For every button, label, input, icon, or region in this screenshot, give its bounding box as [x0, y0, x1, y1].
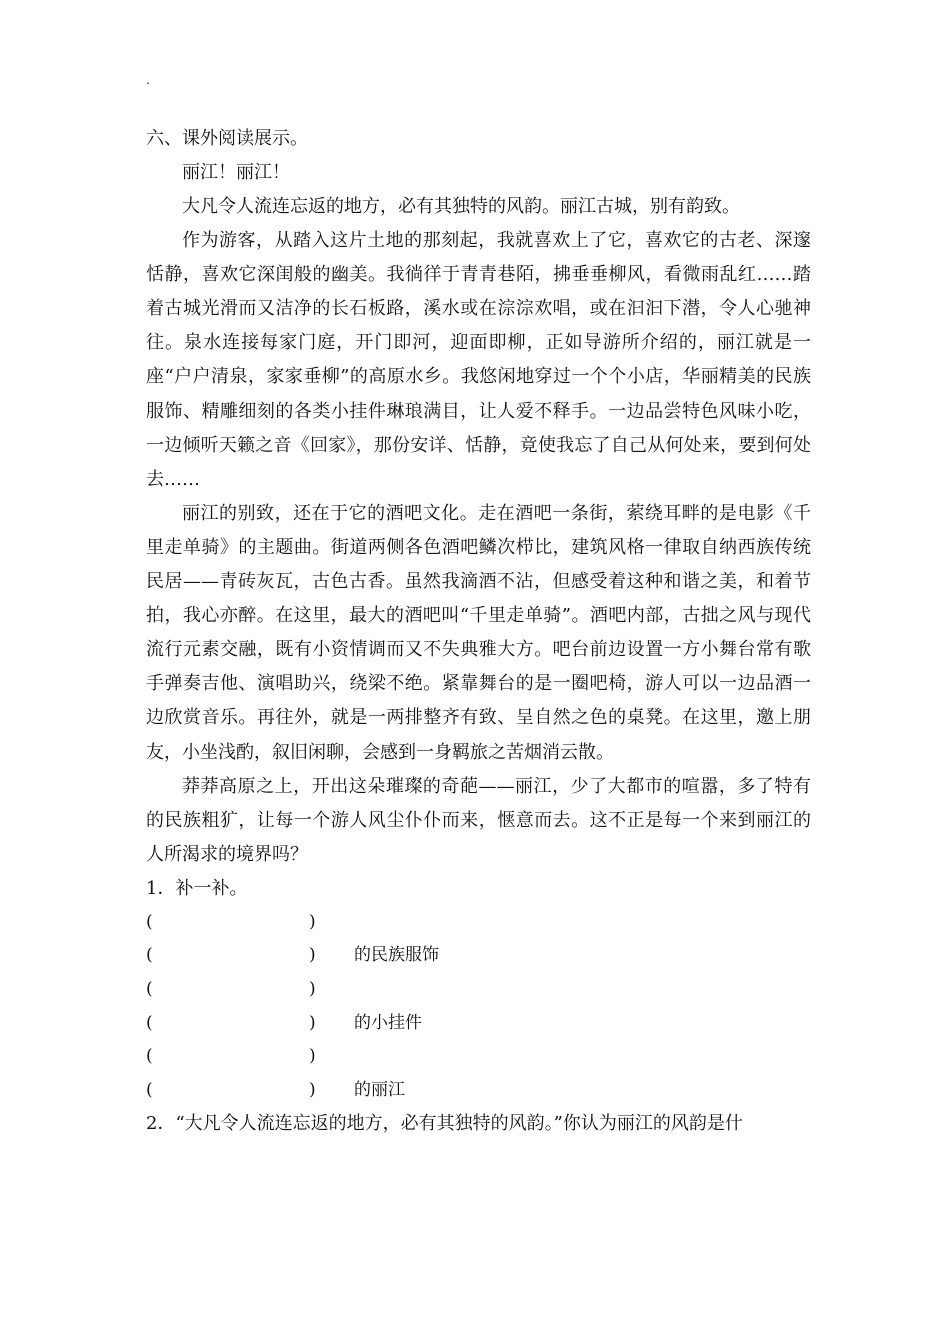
left-paren: ( — [146, 979, 153, 1000]
page-marker: . — [146, 73, 150, 87]
fill-blank-row — [146, 973, 811, 1007]
left-paren: ( — [146, 1046, 153, 1067]
question-1-prompt: 1．补一补。 — [146, 877, 248, 899]
blank-suffix: 的民族服饰 — [354, 945, 439, 966]
left-paren: ( — [146, 911, 153, 932]
article-paragraph-3: 丽江的别致，还在于它的酒吧文化。走在酒吧一条街，萦绕耳畔的是电影《千里走单骑》的主题曲。街道两侧各色酒吧鳞次栉比，建筑风格一律取自纳西族传统民居——青砖灰瓦，古色古香。虽然我滴酒不沾，但感受着这种和谐之美，和着节拍，我心亦醉。在这里，最大的酒吧叫“千里走单骑”。酒吧内部，古拙之风与现代流行元素交融，既有小资情调而又不失典雅大方。吧台前边设置一方小舞台常有歌手弹奏吉他、演唱助兴，绕梁不绝。紧靠舞台的是一圈吧椅，游人可以一边品酒一边欣赏音乐。再往外，就是一两排整齐有致、呈自然之色的桌凳。在这里，邀上朋友，小坐浅酌，叙旧闲聊，会感到一身羁旅之苦烟消云散。 — [146, 502, 811, 763]
left-paren: ( — [146, 1079, 153, 1100]
document-body — [146, 122, 811, 1141]
article-paragraph-4: 莽莽高原之上，开出这朵璀璨的奇葩——丽江，少了大都市的喧嚣，多了特有的民族粗犷，让每一个游人风尘仆仆而来，惬意而去。这不正是每一个来到丽江的人所渴求的境界吗？ — [146, 775, 811, 865]
section-heading: 六、课外阅读展示。 — [146, 128, 308, 149]
left-paren: ( — [146, 1012, 153, 1033]
fill-blank-row — [146, 1007, 811, 1041]
right-paren: ) — [309, 1046, 316, 1067]
right-paren: ) — [309, 979, 316, 1000]
article-paragraph-2: 作为游客，从踏入这片土地的那刻起，我就喜欢上了它，喜欢它的古老、深邃恬静，喜欢它深闺般的幽美。我徜徉于青青巷陌，拂垂垂柳风，看微雨乱红……踏着古城光滑而又洁净的长石板路，溪水或在淙淙欢唱，或在汩汩下潜，令人心驰神往。泉水连接每家门庭，开门即河，迎面即柳，正如导游所介绍的，丽江就是一座“户户清泉，家家垂柳”的高原水乡。我悠闲地穿过一个个小店，华丽精美的民族服饰、精雕细刻的各类小挂件琳琅满目，让人爱不释手。一边品尝特色风味小吃，一边倾听天籁之音《回家》，那份安详、恬静，竟使我忘了自己从何处来，要到何处去…… — [146, 230, 811, 490]
blank-suffix: 的丽江 — [354, 1079, 405, 1100]
right-paren: ) — [309, 1012, 316, 1033]
right-paren: ) — [309, 911, 316, 932]
fill-blank-row — [146, 939, 811, 973]
fill-blank-row — [146, 1040, 811, 1074]
blank-suffix: 的小挂件 — [354, 1012, 422, 1033]
article-paragraph-1: 大凡令人流连忘返的地方，必有其独特的风韵。丽江古城，别有韵致。 — [182, 196, 740, 217]
left-paren: ( — [146, 945, 153, 966]
fill-blank-row — [146, 1074, 811, 1108]
question-2-prompt: 2．“大凡令人流连忘返的地方，必有其独特的风韵。”你认为丽江的风韵是什 — [146, 1113, 743, 1135]
fill-blank-row — [146, 906, 811, 940]
right-paren: ) — [309, 1079, 316, 1100]
right-paren: ) — [309, 945, 316, 966]
article-title: 丽江！丽江！ — [182, 162, 290, 183]
